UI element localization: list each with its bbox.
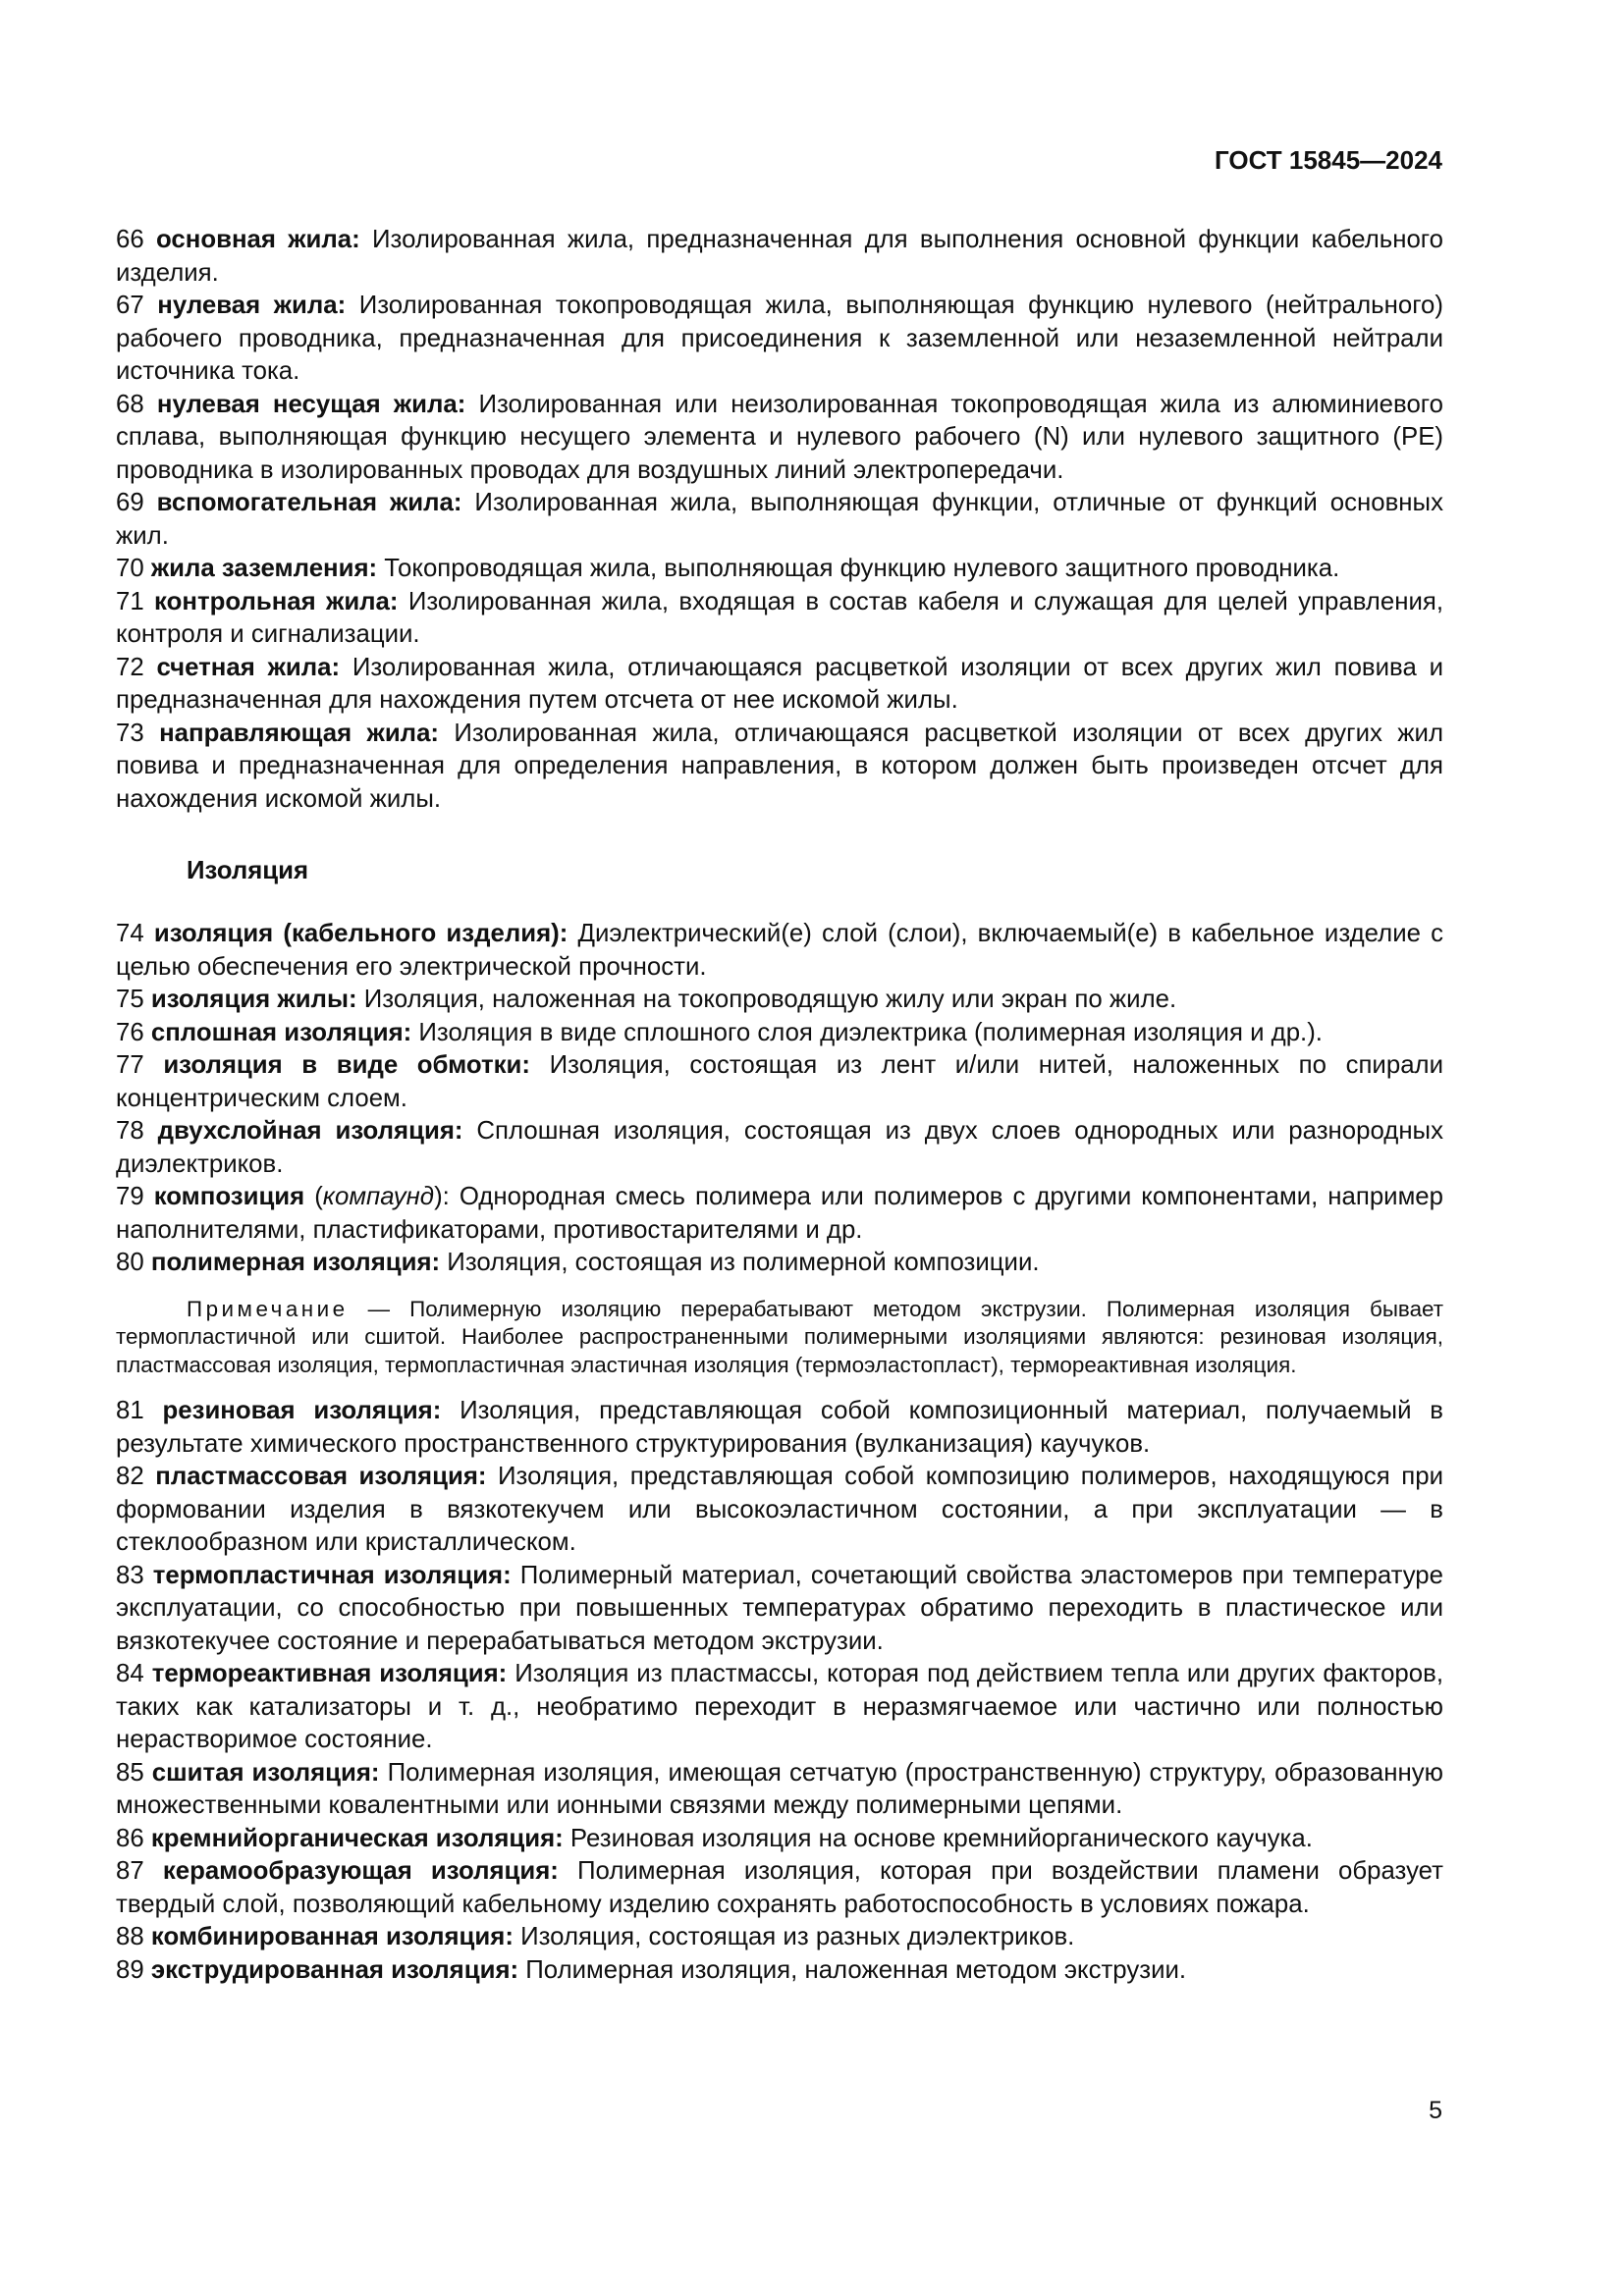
term-entry-78 xyxy=(116,1115,1443,1181)
term-definition: Полимерная изоляция, имеющая сетчатую (пространственную) структуру, образованную множественными ковалентными или ионными связями между полимерными цепями. xyxy=(116,1758,1443,1819)
term-name: основная жила: xyxy=(156,226,360,253)
term-definition: Изоляция, представляющая собой композиционный материал, получаемый в результате химического пространственного структурирования (вулканизация) каучуков. xyxy=(116,1397,1444,1458)
term-number: 70 xyxy=(116,555,144,582)
term-number: 69 xyxy=(116,489,144,516)
term-name: сплошная изоляция: xyxy=(150,1018,412,1046)
term-entry-79: 79 композиция (компаунд): Однородная смесь полимера или полимеров с другими компонентами, например наполнителями, пластификаторами, противостарителями и др. xyxy=(116,1183,1444,1244)
term-definition: Сплошная изоляция, состоящая из двух слоев однородных или разнородных диэлектриков. xyxy=(116,1117,1444,1178)
term-number: 82 xyxy=(116,1463,144,1490)
term-number: 88 xyxy=(116,1923,144,1950)
term-name: контрольная жила: xyxy=(154,587,399,615)
term-definition: Полимерная изоляция, которая при воздействии пламени образует твердый слой, позволяющий кабельному изделию сохранять работоспособность в условиях пожара. xyxy=(116,1857,1443,1918)
term-name: счетная жила: xyxy=(156,653,341,681)
term-name: термореактивная изоляция: xyxy=(151,1660,508,1687)
term-definition: Изолированная жила, входящая в состав кабеля и служащая для целей управления, контроля и сигнализации. xyxy=(116,587,1443,648)
term-number: 89 xyxy=(116,1955,144,1984)
term-name: комбинированная изоляция: xyxy=(150,1923,514,1950)
term-entry-89 xyxy=(116,1954,1443,1988)
term-definition: Изоляция из пластмассы, которая под действием тепла или других факторов, таких как катализаторы и т. д., необратимо переходит в неразмягчаемое или частично или полностью нерастворимое состояние. xyxy=(116,1660,1443,1753)
term-number: 75 xyxy=(116,986,144,1013)
term-entry-67 xyxy=(116,290,1443,389)
term-definition: Изолированная жила, отличающаяся расцветкой изоляции от всех других жил повива и предназначенная для определения направления, в котором должен быть произведен отсчет для нахождения искомой жилы. xyxy=(116,719,1443,813)
term-number: 81 xyxy=(116,1397,144,1424)
term-name: направляющая жила: xyxy=(159,719,440,747)
note xyxy=(116,1296,1443,1380)
term-number: 72 xyxy=(116,653,144,681)
term-definition: Изоляция, состоящая из разных диэлектриков. xyxy=(520,1923,1075,1950)
term-name: двухслойная изоляция: xyxy=(157,1117,463,1145)
term-number: 86 xyxy=(116,1824,144,1852)
term-number: 76 xyxy=(116,1018,144,1046)
term-definition: Изоляция, наложенная на токопроводящую жилу или экран по жиле. xyxy=(363,986,1177,1013)
term-number: 74 xyxy=(116,920,144,947)
term-definition: Изоляция, представляющая собой композицию полимеров, находящуюся при формовании изделия в вязкотекучем или высокоэластичном состоянии, а при эксплуатации — в стеклообразном или кристаллическом. xyxy=(116,1463,1444,1556)
term-definition: Резиновая изоляция на основе кремнийорганического каучука. xyxy=(569,1824,1313,1852)
terms-block-insulation-types xyxy=(116,1395,1443,1987)
term-definition: Полимерная изоляция, наложенная методом экструзии. xyxy=(525,1955,1187,1984)
term-entry-88 xyxy=(116,1921,1443,1954)
term-definition: Изолированная жила, выполняющая функции, отличные от функций основных жил. xyxy=(116,489,1443,550)
term-entry-87 xyxy=(116,1855,1443,1921)
term-name: экструдированная изоляция: xyxy=(150,1955,519,1984)
term-entry-84 xyxy=(116,1658,1443,1757)
term-name: жила заземления: xyxy=(150,555,378,582)
term-name: изоляция жилы: xyxy=(150,986,357,1013)
section-title: Изоляция xyxy=(187,857,309,884)
term-definition: Изоляция в виде сплошного слоя диэлектрика (полимерная изоляция и др.). xyxy=(418,1018,1323,1046)
term-name: кремнийорганическая изоляция: xyxy=(150,1824,564,1852)
term-name: резиновая изоляция: xyxy=(162,1397,442,1424)
term-entry-76 xyxy=(116,1017,1443,1050)
term-definition: Изолированная жила, отличающаяся расцветкой изоляции от всех других жил повива и предназначенная для нахождения путем отсчета от нее искомой жилы. xyxy=(116,653,1443,714)
term-entry-74 xyxy=(116,918,1443,984)
term-number: 78 xyxy=(116,1117,144,1145)
term-name: пластмассовая изоляция: xyxy=(155,1463,487,1490)
term-entry-72 xyxy=(116,652,1443,718)
term-number: 67 xyxy=(116,292,144,319)
note-text: — Полимерную изоляцию перерабатывают методом экструзии. Полимерная изоляция бывает термопластичной или сшитой. Наиболее распространенными полимерными изоляциями являются: резиновая изоляция, пластмассовая изоляция, термопластичная эластичная изоляция (термоэластопласт), термореактивная изоляция. xyxy=(116,1296,1443,1377)
term-definition: Токопроводящая жила, выполняющая функцию нулевого защитного проводника. xyxy=(384,555,1340,582)
term-definition: Изолированная токопроводящая жила, выполняющая функцию нулевого (нейтрального) рабочего проводника, предназначенная для присоединения к заземленной или незаземленной нейтрали источника тока. xyxy=(116,292,1443,385)
term-number: 87 xyxy=(116,1857,144,1885)
term-name: композиция xyxy=(153,1183,305,1210)
term-entry-80 xyxy=(116,1247,1443,1280)
term-name: нулевая жила: xyxy=(157,292,347,319)
term-name: термопластичная изоляция: xyxy=(152,1561,512,1589)
term-number: 83 xyxy=(116,1561,144,1589)
term-entry-86 xyxy=(116,1823,1443,1856)
term-entry-73 xyxy=(116,718,1443,817)
term-definition: Изолированная или неизолированная токопроводящая жила из алюминиевого сплава, выполняющая функцию несущего элемента и нулевого рабочего (N) или нулевого защитного (PE) проводника в изолированных проводах для воздушных линий электропередачи. xyxy=(116,390,1443,484)
term-entry-85 xyxy=(116,1757,1443,1823)
term-number: 84 xyxy=(116,1660,144,1687)
term-entry-68 xyxy=(116,389,1443,488)
term-entry-71 xyxy=(116,586,1443,652)
term-definition: Изолированная жила, предназначенная для выполнения основной функции кабельного изделия. xyxy=(116,226,1443,287)
term-name: нулевая несущая жила: xyxy=(156,390,466,418)
term-entry-81 xyxy=(116,1395,1443,1461)
term-name: керамообразующая изоляция: xyxy=(162,1857,559,1885)
term-entry-77 xyxy=(116,1049,1443,1115)
term-entry-82 xyxy=(116,1461,1443,1560)
term-name: изоляция (кабельного изделия): xyxy=(153,920,568,947)
term-name: полимерная изоляция: xyxy=(150,1249,441,1276)
document-header: ГОСТ 15845—2024 xyxy=(1215,145,1442,175)
term-number: 77 xyxy=(116,1051,144,1079)
term-number: 85 xyxy=(116,1758,144,1787)
term-number: 80 xyxy=(116,1249,144,1276)
page-content xyxy=(116,224,1443,1987)
term-definition: Полимерный материал, сочетающий свойства эластомеров при температуре эксплуатации, со способностью при повышенных температурах обратимо переходить в пластическое или вязкотекучее состояние и перерабатываться методом экструзии. xyxy=(116,1561,1444,1655)
term-name: сшитая изоляция: xyxy=(151,1758,380,1787)
term-entry-66 xyxy=(116,224,1443,290)
page-number: 5 xyxy=(1429,2097,1442,2124)
note-label: Примечание xyxy=(187,1296,349,1321)
term-synonym: компаунд xyxy=(322,1183,435,1210)
term-definition: Изоляция, состоящая из полимерной композиции. xyxy=(447,1249,1040,1276)
term-number: 66 xyxy=(116,226,144,253)
term-name: вспомогательная жила: xyxy=(156,489,462,516)
term-definition: Диэлектрический(е) слой (слои), включаемый(е) в кабельное изделие с целью обеспечения его электрической прочности. xyxy=(116,920,1444,981)
term-number: 68 xyxy=(116,390,144,418)
term-entry-83 xyxy=(116,1560,1443,1659)
term-entry-69 xyxy=(116,487,1443,553)
term-number: 73 xyxy=(116,719,144,747)
term-entry-75 xyxy=(116,984,1443,1017)
terms-block-insulation xyxy=(116,918,1443,1181)
terms-block-cores xyxy=(116,224,1443,816)
term-entry-70 xyxy=(116,553,1443,586)
term-number: 79 xyxy=(116,1183,144,1210)
term-definition: Однородная смесь полимера или полимеров с другими компонентами, например наполнителями, пластификаторами, противостарителями и др. xyxy=(116,1183,1444,1244)
term-name: изоляция в виде обмотки: xyxy=(163,1051,530,1079)
term-definition: Изоляция, состоящая из лент и/или нитей, наложенных по спирали концентрическим слоем. xyxy=(116,1051,1443,1112)
term-number: 71 xyxy=(116,587,144,615)
